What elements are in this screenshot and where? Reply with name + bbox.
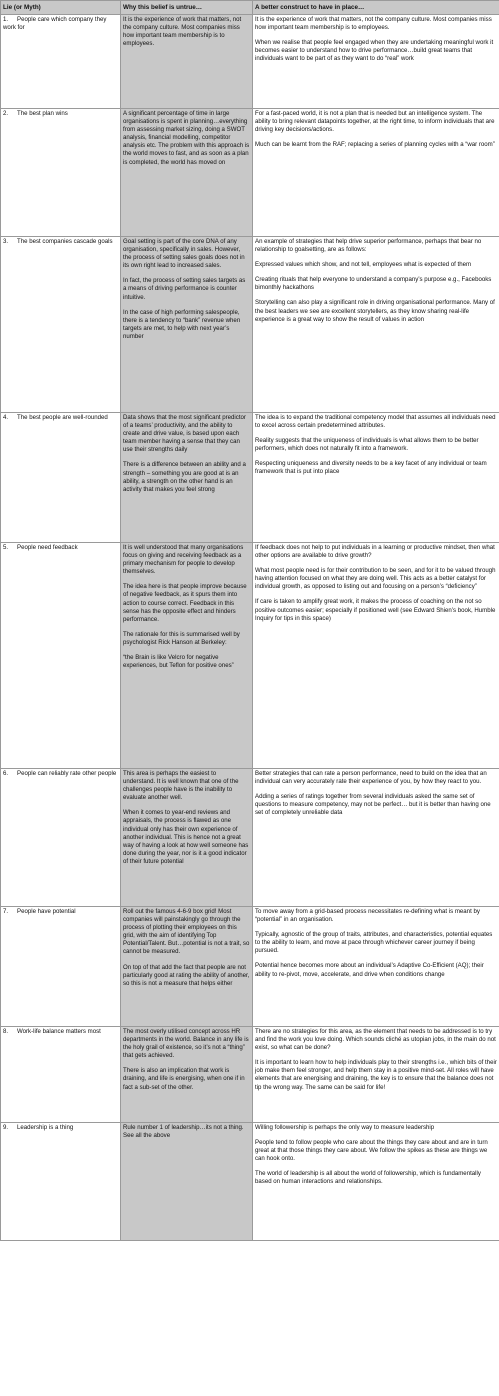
why-cell [121, 413, 253, 543]
better-paragraph: The idea is to expand the traditional competency model that assumes all individuals need to excel across certain predetermined attributes. [255, 414, 496, 430]
better-paragraph: If feedback does not help to put individuals in a learning or productive mindset, then what other options are available to drive growth? [255, 544, 495, 560]
myth-text: The best companies cascade goals [17, 238, 113, 245]
table-row [1, 907, 499, 1027]
better-paragraph: When we realise that people feel engaged when they are undertaking meaningful work it becomes easier to understand how to drive performance…build great teams that individuals want to be part of as they want to do “real” work [255, 39, 494, 63]
better-cell [253, 237, 499, 413]
why-paragraph: Data shows that the most significant predictor of a teams’ productivity, and the ability to create and drive value, is based upon each team member having a sense that they can use their strengths daily [123, 414, 246, 454]
why-paragraph: Rule number 1 of leadership…its not a thing. See all the above [123, 1124, 244, 1140]
better-paragraph: The world of leadership is all about the world of followership, which is fundamentally based on human interactions and relationships. [255, 1170, 481, 1186]
better-paragraph: Reality suggests that the uniqueness of individuals is what allows them to be better performers, which does not naturally fit into a framework. [255, 437, 479, 453]
better-cell [253, 769, 499, 907]
better-paragraph: To move away from a grid-based process necessitates re-defining what is meant by “potential” in an organisation. [255, 908, 480, 924]
table-row [1, 1123, 499, 1241]
better-paragraph: What most people need is for their contribution to be seen, and for it to be valued through having attention focused on what they are doing well. This acts as a better catalyst for individual growth, as opposed to listing out and focusing on a person’s “deficiency” [255, 567, 496, 591]
better-paragraph: Respecting uniqueness and diversity needs to be a key facet of any individual or team framework that is put into place [255, 460, 487, 476]
better-cell [253, 543, 499, 769]
myth-cell [1, 15, 121, 109]
better-paragraph: Adding a series of ratings together from several individuals asked the same set of questions to measure competency, may not be perfect… but it is better than having one set of completely unreliable data [255, 793, 491, 817]
row-number: 6. [3, 770, 9, 777]
table-row [1, 543, 499, 769]
why-paragraph: This area is perhaps the easiest to understand. It is well known that one of the challenges people have is the inability to evaluate another well. [123, 770, 239, 802]
why-paragraph: The most overly utilised concept across HR departments in the world. Balance in any life is the holy grail of existence, so it’s not a “thing” that gets achieved. [123, 1028, 249, 1060]
myth-text: The best plan wins [17, 110, 68, 117]
why-paragraph: In the case of high performing salespeople, there is a tendency to “bank” revenue when targets are met, to help with next year’s number [123, 308, 241, 340]
myth-text: People can reliably rate other people [17, 770, 117, 777]
better-paragraph: Much can be learnt from the RAF; replacing a series of planning cycles with a “war room” [255, 141, 495, 149]
better-cell [253, 413, 499, 543]
header-why: Why this belief is untrue… [121, 1, 253, 15]
myth-text: Work-life balance matters most [17, 1028, 101, 1035]
myth-cell [1, 543, 121, 769]
better-paragraph: It is the experience of work that matters, not the company culture. Most companies miss how important team membership is to employees. [255, 16, 492, 32]
better-paragraph: Creating rituals that help everyone to understand a company’s purpose e.g., Facebooks bimonthly hackathons [255, 276, 492, 292]
why-cell [121, 543, 253, 769]
why-paragraph: In fact, the process of setting sales targets as a means of driving performance is counter intuitive. [123, 277, 246, 301]
why-paragraph: “the Brain is like Velcro for negative experiences, but Teflon for positive ones” [123, 654, 234, 670]
better-paragraph: It is important to learn how to help individuals play to their strengths i.e., which bits of their job make them feel stronger, and help them stay in a positive mind-set. All roles will have elements that are energising and draining, the key is to ensure that the balance does not tip the wrong way. The same can be said for life! [255, 1059, 497, 1091]
better-paragraph: Expressed values which show, and not tell, employees what is expected of them [255, 261, 472, 269]
row-number: 8. [3, 1028, 9, 1035]
myth-text: People have potential [17, 908, 76, 915]
row-number: 7. [3, 908, 9, 915]
why-cell [121, 907, 253, 1027]
why-paragraph: The rationale for this is summarised well by psychologist Rick Hanson at Berkeley: [123, 630, 240, 646]
better-paragraph: People tend to follow people who care about the things they care about and are in turn great at that those things they care about. We follow the spikes as these are things we can hook onto. [255, 1139, 488, 1163]
header-better: A better construct to have in place… [253, 1, 499, 15]
why-cell [121, 1027, 253, 1123]
why-paragraph: The idea here is that people improve because of negative feedback, as it spurs them into action to course correct. Feedback in this sense has the opposite effect and hinders performance. [123, 583, 247, 623]
row-number: 2. [3, 110, 9, 117]
myth-cell [1, 769, 121, 907]
myth-text: Leadership is a thing [17, 1124, 74, 1131]
row-number: 4. [3, 414, 9, 421]
better-cell [253, 109, 499, 237]
better-paragraph: Typically, agnostic of the group of traits, attributes, and characteristics, potential equates to the ability to learn, and move at pace through whichever career journey if being pursued. [255, 931, 493, 955]
why-paragraph: It is the experience of work that matters, not the company culture. Most companies miss how important team membership is to employees. [123, 16, 242, 48]
row-number: 9. [3, 1124, 9, 1131]
why-cell [121, 1123, 253, 1241]
table-row [1, 109, 499, 237]
better-paragraph: For a fast-paced world, it is not a plan that is needed but an intelligence system. The ability to bring relevant datapoints together, at the right time, to inform individuals that are driving key decisions/actions. [255, 110, 495, 134]
table-row [1, 1027, 499, 1123]
header-row [1, 1, 499, 15]
better-paragraph: Potential hence becomes more about an individual’s Adaptive Co-Efficient (AQ); their ability to re-pivot, move, accelerate, and drive when conditions change [255, 962, 484, 978]
better-paragraph: There are no strategies for this area, as the element that needs to be addressed is to try and find the work you love doing. Which sounds cliché as utopian jobs, in the main do not exist, so what can be done? [255, 1028, 496, 1052]
why-cell [121, 15, 253, 109]
why-paragraph: A significant percentage of time in large organisations is spent in planning…everything from assessing market sizing, doing a SWOT analysis, financial modelling, competitor analysis etc. The problem with this approach is the world moves to fast, and as soon as a plan is completed, the world has moved on [123, 110, 250, 166]
myth-text: The best people are well-rounded [17, 414, 108, 421]
myth-cell [1, 237, 121, 413]
better-paragraph: Willing followership is perhaps the only way to measure leadership [255, 1124, 435, 1131]
better-cell [253, 1027, 499, 1123]
better-cell [253, 15, 499, 109]
better-paragraph: Storytelling can also play a significant role in driving organisational performance. Many of the best leaders we see are excellent storytellers, as they know sharing real-life experience is a great way to show the result of values in action [255, 299, 495, 323]
myth-cell [1, 1123, 121, 1241]
myth-cell [1, 1027, 121, 1123]
row-number: 5. [3, 544, 9, 551]
myth-cell [1, 907, 121, 1027]
table-row [1, 413, 499, 543]
why-paragraph: It is well understood that many organisations focus on giving and receiving feedback as a primary mechanism for people to develop themselves. [123, 544, 244, 576]
myth-text: People care which company they work for [3, 16, 107, 32]
why-paragraph: On top of that add the fact that people are not particularly good at rating the ability of another, so this is not a measure that helps either [123, 963, 250, 987]
why-paragraph: Goal setting is part of the core DNA of any organisation, specifically in sales. However, the process of setting sales goals does not in its own right lead to increased sales. [123, 238, 245, 270]
why-paragraph: There is a difference between an ability and a strength – something you are good at is an ability, a strength on the other hand is an activity that makes you feel strong [123, 461, 246, 493]
better-cell [253, 907, 499, 1027]
row-number: 1. [3, 16, 9, 23]
better-paragraph: If care is taken to amplify great work, it makes the process of coaching on the not so positive outcomes easier; especially if positioned well (see Edward Shien’s book, Humble Inquiry for tips in this space) [255, 598, 496, 622]
table-body [1, 15, 499, 1241]
why-paragraph: Roll out the famous 4-6-9 box grid! Most companies will painstakingly go through the process of plotting their employees on this grid, with the aim of identifying Top Potential/Talent. But…potential is not a trait, so cannot be measured. [123, 908, 250, 956]
table-row [1, 15, 499, 109]
myth-text: People need feedback [17, 544, 78, 551]
table-row [1, 769, 499, 907]
table-row [1, 237, 499, 413]
better-cell [253, 1123, 499, 1241]
why-cell [121, 769, 253, 907]
myth-cell [1, 109, 121, 237]
why-cell [121, 237, 253, 413]
why-paragraph: When it comes to year-end reviews and appraisals, the process is flawed as one individual only has their own experience of another individual. This is hence not a great way of having a look at how well someone has done during the year, nor is it a good indicator of their future potential [123, 809, 249, 865]
better-paragraph: Better strategies that can rate a person performance, need to build on the idea that an individual can very accurately rate their experience of you, by how they react to you. [255, 770, 487, 786]
header-myth: Lie (or Myth) [1, 1, 121, 15]
row-number: 3. [3, 238, 9, 245]
why-paragraph: There is also an implication that work is draining, and life is energising, when one if in fact a sub-set of the other. [123, 1067, 245, 1091]
better-paragraph: An example of strategies that help drive superior performance, perhaps that bear no relationship to goalsetting, are as follows: [255, 238, 482, 254]
why-cell [121, 109, 253, 237]
myth-cell [1, 413, 121, 543]
